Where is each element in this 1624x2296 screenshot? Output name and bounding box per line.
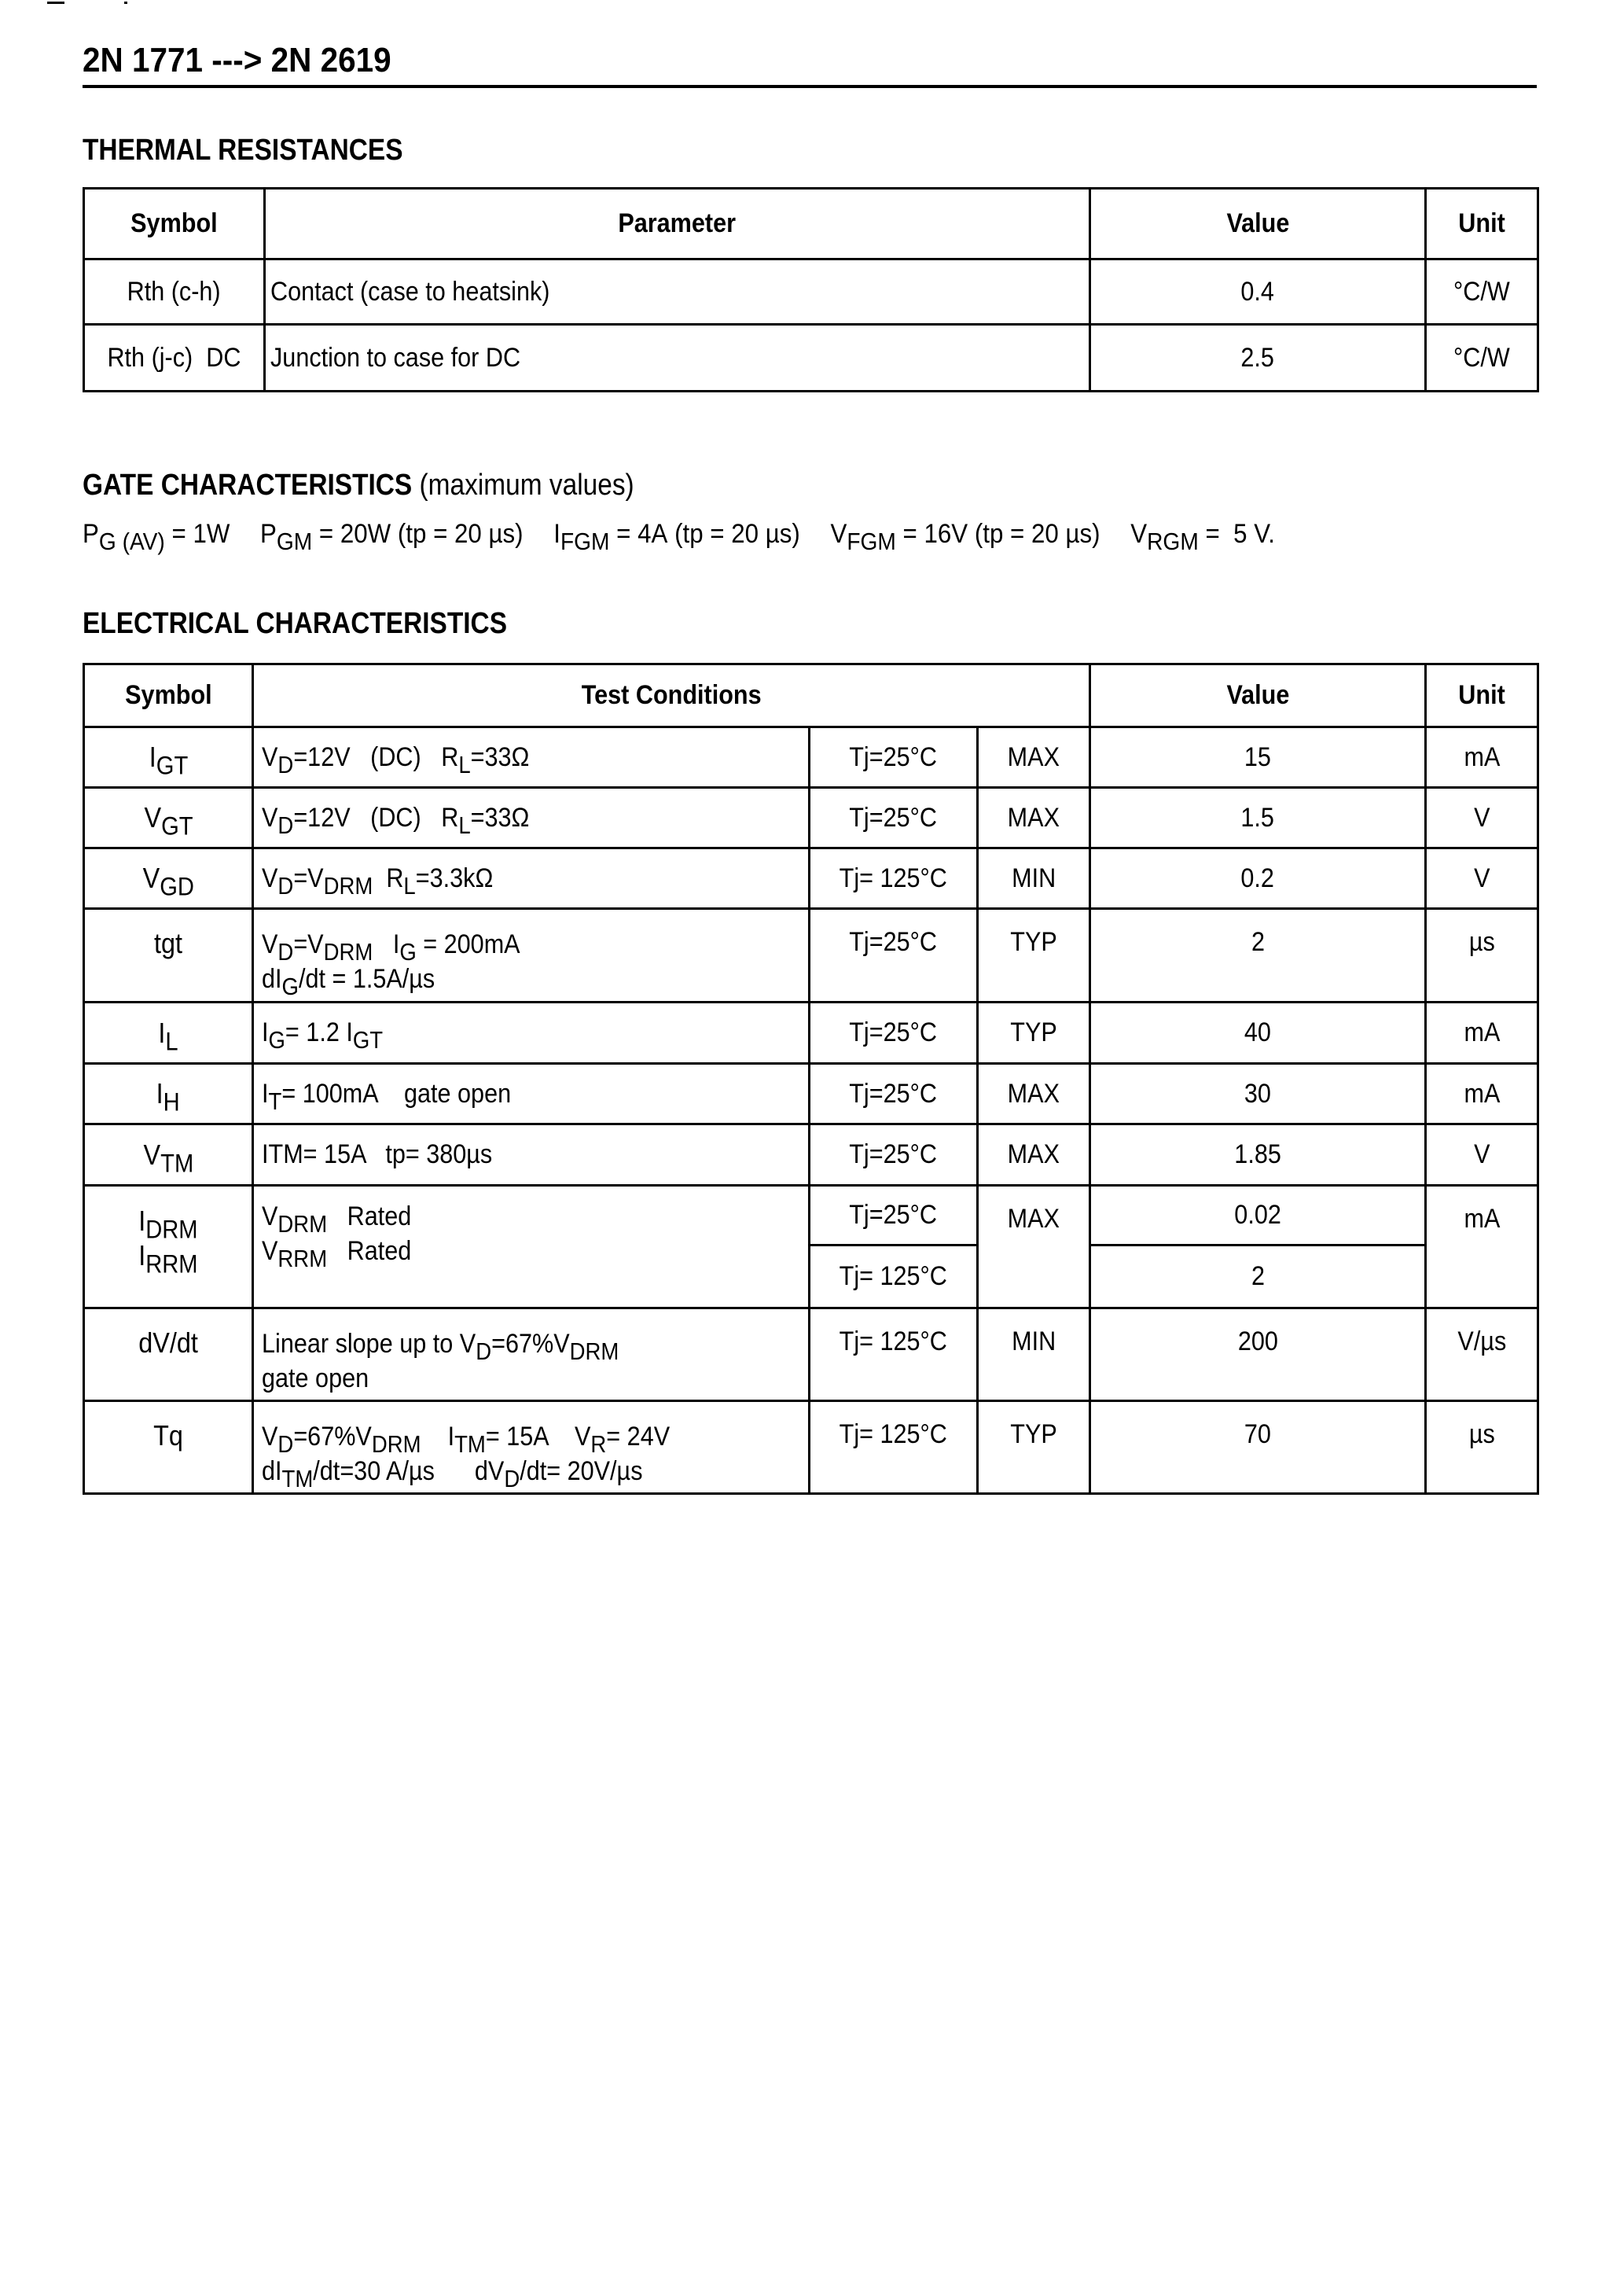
gate-rating-item: $I_{FGM} = 4A$ (tp = 20 µs) (553, 519, 800, 556)
limit-cell: MAX (978, 1064, 1090, 1124)
parameter-cell: Contact (case to heatsink) (265, 259, 1090, 325)
col-symbol: Symbol (84, 189, 265, 259)
table-row (84, 1308, 1538, 1401)
scan-artifact (47, 2, 64, 4)
thermal-header-row (84, 189, 1538, 259)
tj-cell: Tj=25°C (810, 1064, 978, 1124)
title-rule (83, 85, 1537, 88)
electrical-table (83, 663, 1539, 1495)
limit-cell: TYP (978, 1003, 1090, 1064)
tj-cell: Tj=25°C (810, 1003, 978, 1064)
electrical-heading: ELECTRICAL CHARACTERISTICS (83, 607, 508, 640)
symbol-cell: $I_{DRM}$ $I_{RRM}$ (84, 1186, 253, 1308)
unit-cell: V (1426, 848, 1538, 909)
condition-cell: $V_D=12V$ (DC) $R_L=33\Omega$ (253, 727, 810, 788)
col-symbol: Symbol (84, 664, 253, 727)
value-cell: 1.5 (1090, 788, 1426, 848)
unit-cell: °C/W (1426, 259, 1538, 325)
unit-cell: V (1426, 1124, 1538, 1186)
unit-cell: µs (1426, 909, 1538, 1003)
limit-cell: MAX (978, 1186, 1090, 1308)
value-cell: 2 (1090, 909, 1426, 1003)
symbol-cell: Rth (c-h) (84, 259, 265, 325)
table-row (84, 1186, 1538, 1246)
condition-cell: $V_D=12V$ (DC) $R_L=33\Omega$ (253, 788, 810, 848)
gate-heading-note: (maximum values) (419, 469, 634, 502)
gate-ratings-line (83, 519, 1306, 556)
limit-cell: MAX (978, 727, 1090, 788)
value-cell: 40 (1090, 1003, 1426, 1064)
tj-cell: Tj= 125°C (810, 1246, 978, 1308)
col-unit: Unit (1426, 189, 1538, 259)
symbol-cell: tgt (84, 909, 253, 1003)
table-row (84, 727, 1538, 788)
condition-cell: $V_{DRM}$ Rated $V_{RRM}$ Rated (253, 1186, 810, 1308)
tj-cell: Tj=25°C (810, 1124, 978, 1186)
col-parameter: Parameter (265, 189, 1090, 259)
value-cell: 0.02 (1090, 1186, 1426, 1246)
gate-rating-item: $V_{RGM} = 5$ V. (1130, 519, 1275, 556)
page-title: 2N 1771 ---> 2N 2619 (83, 41, 391, 79)
gate-rating-item: $P_{G (AV)} = 1W$ (83, 519, 230, 556)
value-cell: 0.4 (1090, 259, 1426, 325)
value-cell: 70 (1090, 1401, 1426, 1494)
unit-cell: V (1426, 788, 1538, 848)
gate-rating-item: $P_{GM} = 20W$ (tp = 20 µs) (260, 519, 524, 556)
condition-cell: $I_G= 1.2$ $I_{GT}$ (253, 1003, 810, 1064)
table-row (84, 1064, 1538, 1124)
col-unit: Unit (1426, 664, 1538, 727)
condition-cell: $V_D=V_{DRM}$ $R_L=3.3k\Omega$ (253, 848, 810, 909)
unit-cell: V/µs (1426, 1308, 1538, 1401)
value-cell: 2.5 (1090, 325, 1426, 392)
unit-cell: mA (1426, 727, 1538, 788)
condition-cell: $V_D=V_{DRM}$ $I_G = 200mA$ $dI_G/dt = 1.5A/\mu s$ (253, 909, 810, 1003)
symbol-cell: $I_L$ (84, 1003, 253, 1064)
gate-rating-item: $V_{FGM} = 16V$ (tp = 20 µs) (830, 519, 1100, 556)
symbol-cell: $V_{TM}$ (84, 1124, 253, 1186)
unit-cell: mA (1426, 1003, 1538, 1064)
symbol-cell: $I_H$ (84, 1064, 253, 1124)
scan-artifact (124, 2, 127, 4)
parameter-cell: Junction to case for DC (265, 325, 1090, 392)
table-row (84, 325, 1538, 392)
value-cell: 0.2 (1090, 848, 1426, 909)
table-row (84, 909, 1538, 1003)
value-cell: 200 (1090, 1308, 1426, 1401)
table-row (84, 1003, 1538, 1064)
unit-cell: µs (1426, 1401, 1538, 1494)
col-test-conditions: Test Conditions (253, 664, 1090, 727)
value-cell: 15 (1090, 727, 1426, 788)
value-cell: 1.85 (1090, 1124, 1426, 1186)
tj-cell: Tj= 125°C (810, 848, 978, 909)
value-cell: 30 (1090, 1064, 1426, 1124)
col-value: Value (1090, 664, 1426, 727)
limit-cell: MIN (978, 848, 1090, 909)
col-value: Value (1090, 189, 1426, 259)
limit-cell: TYP (978, 1401, 1090, 1494)
symbol-cell: $V_{GD}$ (84, 848, 253, 909)
condition-cell: Linear slope up to $V_D=67\%V_{DRM}$ gate open (253, 1308, 810, 1401)
value-cell: 2 (1090, 1246, 1426, 1308)
unit-cell: °C/W (1426, 325, 1538, 392)
condition-cell: ITM= 15A tp= 380µs (253, 1124, 810, 1186)
thermal-heading: THERMAL RESISTANCES (83, 134, 403, 167)
tj-cell: Tj=25°C (810, 788, 978, 848)
gate-heading (83, 469, 634, 502)
thermal-table (83, 187, 1539, 392)
symbol-cell: Rth (j-c) DC (84, 325, 265, 392)
tj-cell: Tj= 125°C (810, 1401, 978, 1494)
symbol-cell: $I_{GT}$ (84, 727, 253, 788)
table-row (84, 259, 1538, 325)
limit-cell: MIN (978, 1308, 1090, 1401)
condition-cell: $V_D=67\%V_{DRM}$ $I_{TM}= 15A$ $V_R= 24V$ $dI_{TM}/dt=30$ A/µs $dV_D/dt= 20V/\mu s$ (253, 1401, 810, 1494)
limit-cell: MAX (978, 788, 1090, 848)
symbol-cell: dV/dt (84, 1308, 253, 1401)
symbol-cell: $V_{GT}$ (84, 788, 253, 848)
unit-cell: mA (1426, 1064, 1538, 1124)
tj-cell: Tj=25°C (810, 727, 978, 788)
tj-cell: Tj= 125°C (810, 1308, 978, 1401)
limit-cell: TYP (978, 909, 1090, 1003)
tj-cell: Tj=25°C (810, 1186, 978, 1246)
gate-heading-title: GATE CHARACTERISTICS (83, 469, 413, 502)
symbol-cell: Tq (84, 1401, 253, 1494)
table-row (84, 848, 1538, 909)
limit-cell: MAX (978, 1124, 1090, 1186)
condition-cell: $I_T= 100mA$ gate open (253, 1064, 810, 1124)
unit-cell: mA (1426, 1186, 1538, 1308)
electrical-header-row (84, 664, 1538, 727)
tj-cell: Tj=25°C (810, 909, 978, 1003)
table-row (84, 788, 1538, 848)
table-row (84, 1124, 1538, 1186)
table-row (84, 1401, 1538, 1494)
